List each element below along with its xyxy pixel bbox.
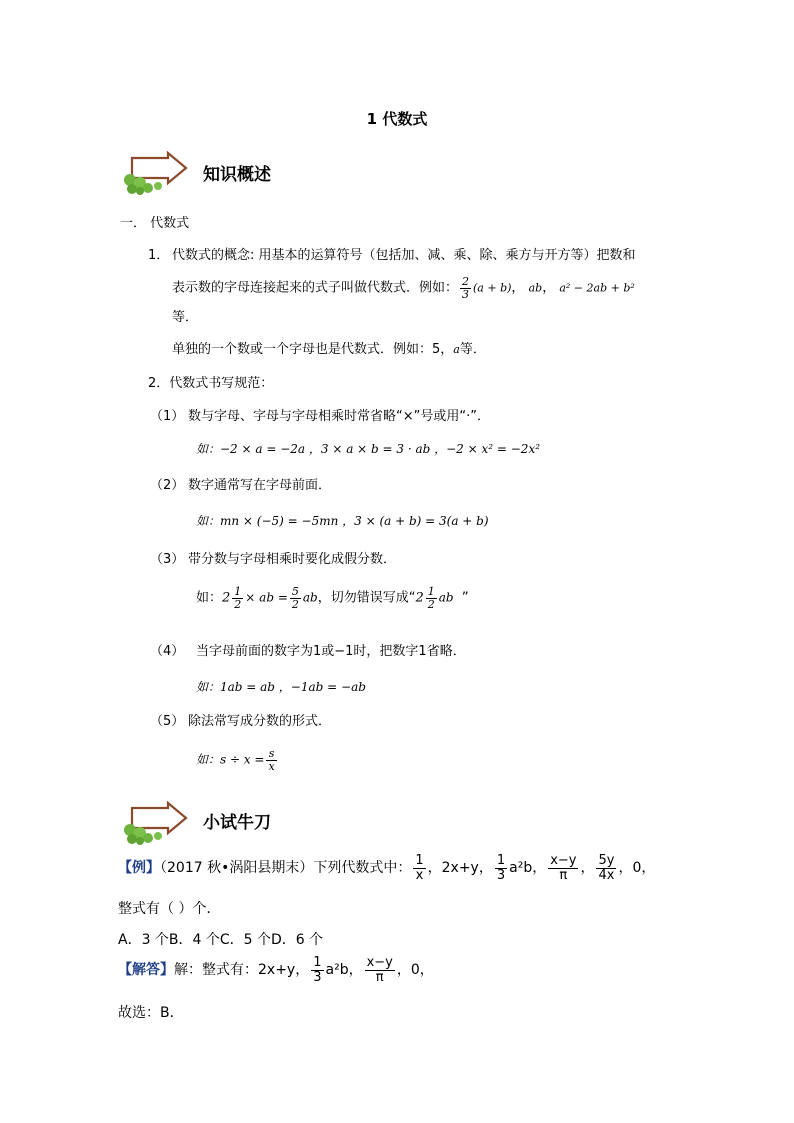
answer-tail: ，0，: [396, 962, 434, 979]
fraction-numerator: 5: [291, 585, 299, 598]
rule3-example-prefix: 如：: [196, 590, 223, 606]
fraction-denominator: 2: [291, 597, 299, 611]
rule4-text: 当字母前面的数字为1或−1时，把数字1省略．: [196, 644, 466, 659]
example-line: 【例】（2017 秋•涡阳县期末）下列代数式中： $\frac{1}{x}$ ，2x+y， $\frac{1}{3}$ a²b， $\frac{x-y}{\pi}$ ， $\frac{5y}{4x}$ ，0，: [118, 853, 656, 883]
answer-text: 解：整式有：2x+y，: [174, 962, 310, 979]
expr-6: ，0，: [618, 860, 656, 877]
sep-2: ，: [542, 280, 556, 296]
fraction-denominator: 3: [313, 969, 322, 985]
rule1-num: （1）: [150, 409, 185, 424]
fraction-denominator: π: [559, 867, 568, 883]
division-fraction: [266, 748, 276, 772]
answer-fraction-2: [365, 956, 395, 984]
section-heading-practice: 小试牛刀: [203, 813, 271, 833]
wrong-fraction: [426, 586, 437, 610]
example-label: 【例】: [118, 860, 160, 877]
rule3-num: （3）: [150, 552, 185, 567]
clover-arrow-icon: [118, 150, 190, 196]
fraction-denominator: 3: [496, 867, 506, 883]
rule5-example: [196, 748, 279, 772]
fraction-numerator: 1: [496, 853, 506, 868]
rule2-example: 如：mn × (−5) = −5mn ，3 × (a + b) = 3(a + b): [196, 514, 489, 528]
item1-line1: 代数式的概念: 用基本的运算符号（包括加、减、乘、除、乘方与开方等）把数和: [172, 248, 636, 263]
answer-line: [118, 956, 434, 984]
fraction-denominator: π: [375, 969, 384, 985]
item1-label: 1．: [148, 248, 170, 263]
rule4-example: 如：1ab = ab ，−1ab = −ab: [196, 680, 366, 694]
example-source: （2017 秋•涡阳县期末）下列代数式中：: [160, 860, 412, 877]
item1-line4-end: 等．: [459, 342, 486, 357]
fraction-denominator: x: [268, 759, 275, 773]
fraction-numerator: 2: [462, 275, 470, 288]
expr-fraction-5: [596, 854, 616, 882]
fraction-numerator: x−y: [366, 955, 393, 970]
expr-fraction-4: [548, 854, 578, 882]
result-fraction: [290, 586, 301, 610]
fraction-denominator: 2: [234, 597, 242, 611]
mixed-fraction: [232, 586, 243, 610]
result-tail: ab: [302, 590, 318, 605]
answer-label: 【解答】: [118, 962, 174, 979]
fraction-denominator: 4x: [598, 867, 615, 883]
answer-conclusion: 故选：B．: [118, 1005, 184, 1021]
fraction-numerator: s: [266, 748, 276, 761]
example-question: 整式有（ ）个．: [118, 901, 221, 917]
rule5-num: （5）: [150, 714, 185, 729]
fraction-denominator: 3: [462, 287, 470, 301]
item1-line4: [172, 338, 486, 357]
rule3-example: [196, 586, 469, 610]
expr-3-tail: a²b，: [509, 860, 547, 877]
example-fraction: [460, 276, 471, 300]
item1-line2: [172, 276, 635, 300]
rule3-example-end: ”: [461, 590, 469, 606]
rule1-example: 如：−2 × a = −2a ，3 × a × b = 3 · ab ，−2 × x² = −2x²: [196, 442, 541, 456]
answer-f1-tail: a²b，: [325, 962, 363, 979]
expr-2: ，2x+y，: [427, 860, 493, 877]
rule5-text: 除法常写成分数的形式．: [188, 714, 332, 729]
item1-line4-var: a: [453, 343, 460, 356]
item1-line2-text: 表示数的字母连接起来的式子叫做代数式．例如：: [172, 280, 459, 296]
section-heading-overview: 知识概述: [203, 165, 271, 185]
rule4-num: （4）: [150, 644, 185, 659]
sep-1: ，: [511, 280, 525, 296]
rule2-num: （2）: [150, 478, 185, 493]
fraction-numerator: 5y: [598, 853, 615, 868]
part-heading: 一． 代数式: [120, 216, 190, 231]
fraction-numerator: 1: [234, 585, 242, 598]
rule1-text: 数与字母、字母与字母相乘时常省略“×”号或用“·”．: [188, 409, 490, 424]
item1-line3: 等．: [172, 310, 199, 325]
answer-fraction-1: [311, 956, 323, 984]
example-expr-1: (a + b): [473, 281, 512, 295]
fraction-numerator: 1: [427, 585, 435, 598]
fraction-numerator: 1: [415, 853, 424, 868]
expr-fraction-1: [413, 854, 425, 882]
fraction-numerator: x−y: [550, 853, 577, 868]
fraction-denominator: 2: [427, 597, 435, 611]
example-expr-3: a² − 2ab + b²: [559, 281, 635, 295]
mixed-whole: 2: [222, 590, 231, 606]
rule3-example-suffix: ，切勿错误写成“: [317, 590, 416, 606]
item1-line4-text: 单独的一个数或一个字母也是代数式．例如：5，: [172, 342, 454, 357]
example-options: A．3 个B．4 个C．5 个D．6 个: [118, 932, 324, 948]
wrong-tail: ab: [438, 590, 454, 605]
fraction-denominator: x: [415, 867, 424, 883]
rule3-text: 带分数与字母相乘时要化成假分数．: [188, 552, 397, 567]
expr-fraction-3: [495, 854, 507, 882]
rule2-text: 数字通常写在字母前面．: [188, 478, 332, 493]
wrong-whole: 2: [415, 590, 424, 606]
example-expr-2: ab: [528, 281, 543, 295]
clover-arrow-icon: [118, 800, 190, 846]
rule5-example-prefix: 如：s ÷ x =: [196, 752, 265, 767]
page-title: 1 代数式: [366, 110, 428, 128]
mixed-times: × ab =: [245, 590, 288, 605]
item2-label: 2．代数式书写规范：: [148, 376, 274, 391]
fraction-numerator: 1: [313, 955, 322, 970]
